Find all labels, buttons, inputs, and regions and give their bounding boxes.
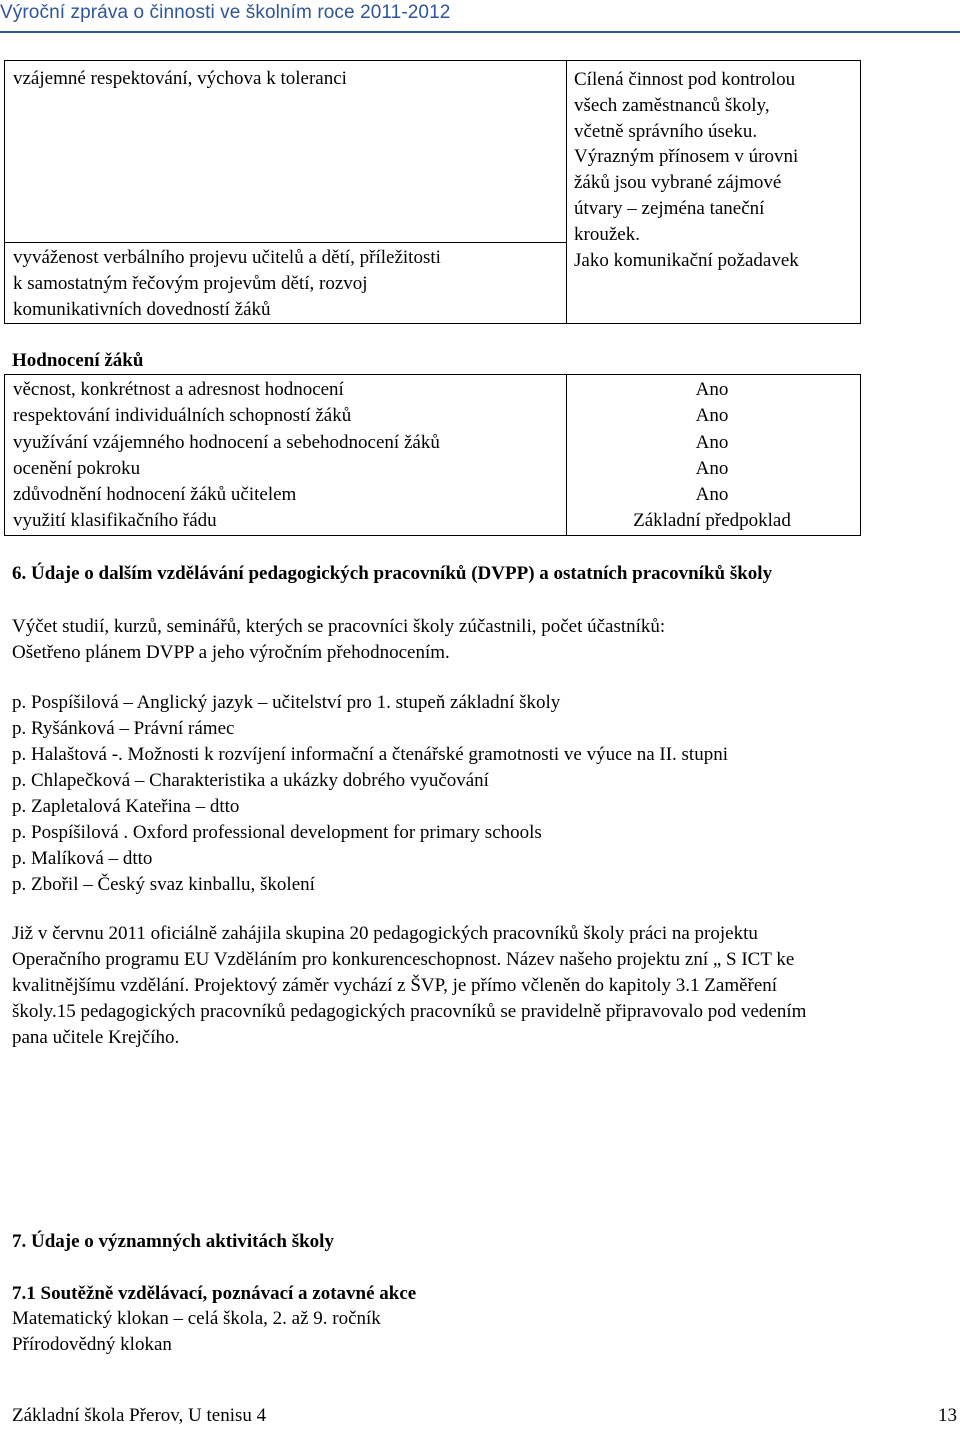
text-line: Základní předpoklad: [633, 510, 791, 532]
list-item: p. Zbořil – Český svaz kinballu, školení: [12, 874, 315, 895]
list-item: p. Pospíšilová – Anglický jazyk – učitelství pro 1. stupeň základní školy: [12, 692, 561, 713]
table-cell: [567, 377, 857, 535]
text-line: Ano: [695, 457, 729, 479]
text-line: ocenění pokroku: [13, 457, 141, 479]
paragraph: Výčet studií, kurzů, seminářů, kterých se pracovníci školy zúčastnili, počet účastníků:: [12, 616, 666, 637]
list-item: Matematický klokan – celá škola, 2. až 9. ročník: [12, 1308, 381, 1329]
text-line: útvary – zejména taneční: [574, 197, 765, 219]
table-cell: [13, 377, 440, 535]
text-line: všech zaměstnanců školy,: [574, 94, 770, 116]
list-item: p. Malíková – dtto: [12, 848, 153, 869]
paragraph-line: Operačního programu EU Vzděláním pro konkurenceschopnost. Název našeho projektu zní „ S ICT ke: [12, 949, 795, 970]
table-assessment: [4, 374, 861, 536]
list-item: Přírodovědný klokan: [12, 1334, 172, 1355]
footer-school: Základní škola Přerov, U tenisu 4: [12, 1405, 267, 1426]
table-communication: [4, 60, 861, 324]
paragraph-line: pana učitele Krejčího.: [12, 1027, 180, 1048]
text-line: věcnost, konkrétnost a adresnost hodnocení: [13, 379, 344, 400]
text-line: Cílená činnost pod kontrolou: [574, 69, 796, 90]
text-line: využívání vzájemného hodnocení a sebehodnocení žáků: [13, 431, 440, 453]
sub-heading: 7.1 Soutěžně vzdělávací, poznávací a zotavné akce: [12, 1283, 417, 1304]
list-item: p. Halaštová -. Možnosti k rozvíjení informační a čtenářské gramotnosti ve výuce na II. stupni: [12, 744, 728, 765]
text-line: respektování individuálních schopností žáků: [13, 405, 352, 427]
table-cell: komunikativních dovedností žáků: [13, 299, 271, 320]
header-rule: [0, 31, 960, 33]
text-line: Ano: [695, 405, 729, 427]
table-row-divider: [5, 242, 566, 243]
text-line: včetně správního úseku.: [574, 120, 758, 142]
document-header: Výroční zpráva o činnosti ve školním roce 2011-2012: [0, 2, 451, 23]
paragraph-line: kvalitnějšímu vzdělání. Projektový záměr vychází z ŠVP, je přímo včleněn do kapitoly 3.1 Zaměření: [12, 975, 778, 996]
text-line: žáků jsou vybrané zájmové: [574, 172, 782, 194]
list-item: p. Pospíšilová . Oxford professional development for primary schools: [12, 822, 542, 843]
table-cell: k samostatným řečovým projevům dětí, rozvoj: [13, 273, 368, 294]
table-heading: Hodnocení žáků: [12, 350, 144, 371]
table-cell: vzájemné respektování, výchova k toleranci: [13, 68, 347, 89]
text-line: zdůvodnění hodnocení žáků učitelem: [13, 484, 297, 506]
section-heading: 7. Údaje o významných aktivitách školy: [12, 1231, 334, 1252]
list-item: p. Chlapečková – Charakteristika a ukázky dobrého vyučování: [12, 770, 489, 791]
table-cell: vyváženost verbálního projevu učitelů a dětí, příležitosti: [13, 247, 441, 268]
paragraph-line: školy.15 pedagogických pracovníků pedagogických pracovníků se pravidelně připravovalo pod vedením: [12, 1001, 807, 1022]
text-line: Jako komunikační požadavek: [574, 249, 799, 271]
page-number: 13: [938, 1405, 957, 1426]
text-line: kroužek.: [574, 223, 640, 245]
section-heading: 6. Údaje o dalším vzdělávání pedagogických pracovníků (DVPP) a ostatních pracovníků školy: [12, 563, 773, 584]
text-line: Ano: [695, 431, 729, 453]
text-line: Výrazným přínosem v úrovni: [574, 146, 799, 168]
list-item: p. Ryšánková – Právní rámec: [12, 718, 235, 739]
text-line: Ano: [695, 379, 729, 400]
list-item: p. Zapletalová Kateřina – dtto: [12, 796, 240, 817]
text-line: Ano: [695, 484, 729, 506]
table-cell: [574, 67, 799, 273]
text-line: využití klasifikačního řádu: [13, 510, 217, 532]
paragraph-line: Již v červnu 2011 oficiálně zahájila skupina 20 pedagogických pracovníků školy práci na projektu: [12, 923, 758, 944]
paragraph: Ošetřeno plánem DVPP a jeho výročním přehodnocením.: [12, 642, 450, 663]
